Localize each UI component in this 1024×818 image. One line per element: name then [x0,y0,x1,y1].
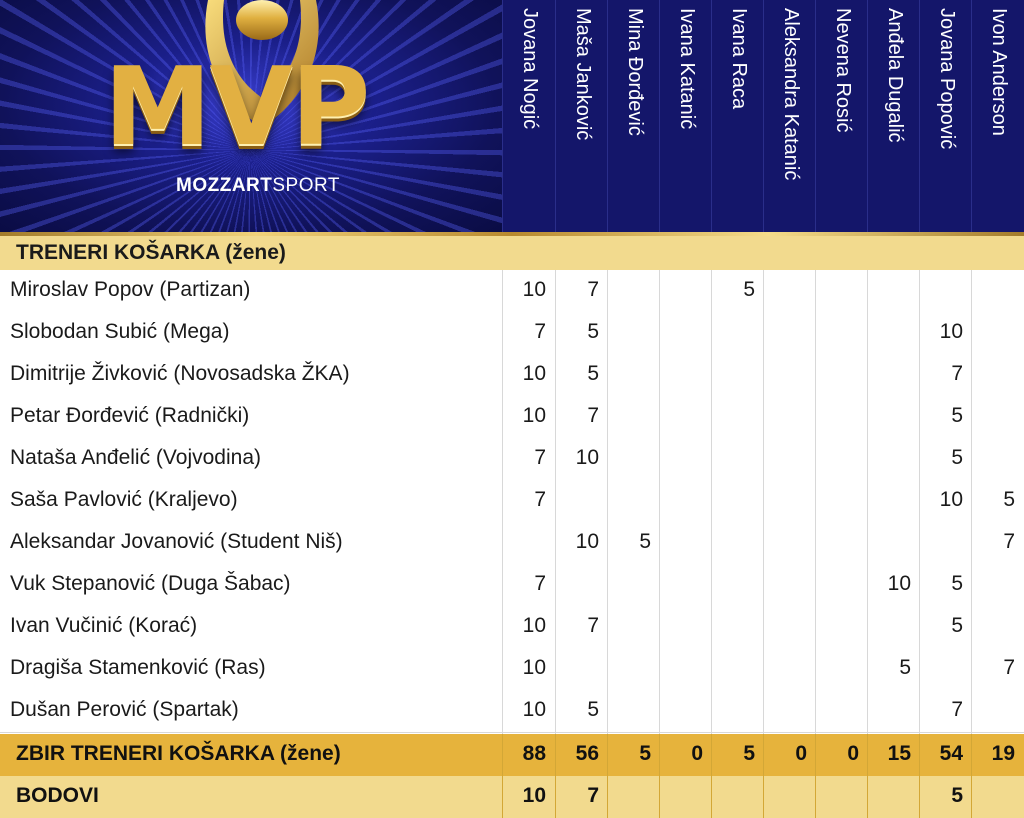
mvp-wordmark: MVP [104,45,369,170]
vote-cell: 5 [743,278,755,301]
column-divider [555,270,556,734]
vote-cell: 7 [587,404,599,427]
coach-name: Dušan Perović (Spartak) [10,698,239,721]
column-divider [763,270,764,734]
vote-cell: 5 [899,656,911,679]
column-divider [815,734,816,818]
table-row [0,606,1024,649]
vote-cell: 7 [951,698,963,721]
column-divider [659,270,660,734]
player-name: Maša Janković [572,8,594,141]
table-row [0,522,1024,565]
total-cell: 19 [991,742,1015,765]
player-name: Nevena Rosić [832,8,854,133]
coach-name: Miroslav Popov (Partizan) [10,278,251,301]
total-label: ZBIR TRENERI KOŠARKA (žene) [16,742,341,765]
coach-name: Saša Pavlović (Kraljevo) [10,488,238,511]
vote-cell: 7 [1003,530,1015,553]
total-cell: 54 [939,742,963,765]
vote-cell: 7 [1003,656,1015,679]
vote-cell: 5 [951,404,963,427]
column-divider [867,734,868,818]
coach-name: Aleksandar Jovanović (Student Niš) [10,530,343,553]
column-divider [711,270,712,734]
table-row [0,396,1024,439]
player-name: Anđela Dugalić [884,8,906,143]
vote-cell: 10 [522,362,546,385]
table-row [0,438,1024,481]
player-name: Mina Đorđević [624,8,646,136]
vote-cell: 7 [534,572,546,595]
vote-cell: 10 [522,698,546,721]
player-name: Ivana Katanić [676,8,698,130]
total-cell: 0 [795,742,807,765]
total-cell: 56 [575,742,599,765]
table-header [0,0,1024,232]
table-row [0,354,1024,397]
vote-cell: 10 [522,278,546,301]
player-header [607,0,661,232]
coach-name: Ivan Vučinić (Korać) [10,614,198,637]
vote-cell: 5 [951,572,963,595]
vote-cell: 5 [587,320,599,343]
player-name: Aleksandra Katanić [780,8,802,181]
vote-cell: 7 [587,278,599,301]
vote-cell: 7 [534,488,546,511]
vote-cell: 7 [587,614,599,637]
player-header [815,0,869,232]
player-header [763,0,817,232]
column-divider [555,734,556,818]
column-divider [867,270,868,734]
coach-name: Petar Đorđević (Radnički) [10,404,250,427]
column-divider [711,734,712,818]
column-divider [919,270,920,734]
column-divider [502,734,503,818]
vote-cell: 10 [887,572,911,595]
coach-name: Dragiša Stamenković (Ras) [10,656,266,679]
table-row [0,564,1024,607]
table-row [0,312,1024,355]
vote-cell: 5 [951,614,963,637]
total-cell: 0 [847,742,859,765]
player-name: Jovana Nogić [519,8,541,130]
player-name: Ivon Anderson [988,8,1010,136]
table-row [0,690,1024,733]
column-divider [502,270,503,734]
vote-cell: 7 [951,362,963,385]
player-header [919,0,973,232]
column-divider [763,734,764,818]
table-row [0,648,1024,691]
total-cell: 0 [691,742,703,765]
coach-name: Dimitrije Živković (Novosadska ŽKA) [10,362,350,385]
column-divider [815,270,816,734]
player-name: Ivana Raca [728,8,750,110]
total-cell: 15 [887,742,911,765]
column-divider [659,734,660,818]
column-divider [971,734,972,818]
coach-name: Slobodan Subić (Mega) [10,320,230,343]
points-cell: 7 [587,784,599,807]
vote-cell: 10 [522,404,546,427]
vote-cell: 10 [939,320,963,343]
mozzart-sport-brand: MOZZARTSPORT [176,175,340,196]
vote-cell: 5 [639,530,651,553]
vote-cell: 5 [951,446,963,469]
vote-cell: 10 [522,614,546,637]
player-header [711,0,765,232]
mvp-logo-panel [0,0,502,232]
coach-name: Nataša Anđelić (Vojvodina) [10,446,261,469]
vote-cell: 10 [522,656,546,679]
column-divider [607,734,608,818]
vote-cell: 10 [575,446,599,469]
column-divider [971,270,972,734]
vote-cell: 5 [587,698,599,721]
points-label: BODOVI [16,784,99,807]
player-header [659,0,713,232]
player-header [555,0,609,232]
vote-cell: 5 [1003,488,1015,511]
player-name: Jovana Popović [936,8,958,150]
column-divider [607,270,608,734]
vote-cell: 10 [575,530,599,553]
points-cell: 10 [522,784,546,807]
total-cell: 5 [743,742,755,765]
vote-cell: 7 [534,446,546,469]
table-row [0,270,1024,313]
total-cell: 5 [639,742,651,765]
column-divider [919,734,920,818]
player-header [867,0,921,232]
table-row [0,480,1024,523]
vote-cell: 5 [587,362,599,385]
player-header [971,0,1024,232]
total-cell: 88 [522,742,546,765]
player-header [502,0,556,232]
vote-cell: 7 [534,320,546,343]
vote-cell: 10 [939,488,963,511]
section-title: TRENERI KOŠARKA (žene) [16,241,286,264]
points-cell: 5 [951,784,963,807]
coach-name: Vuk Stepanović (Duga Šabac) [10,572,291,595]
